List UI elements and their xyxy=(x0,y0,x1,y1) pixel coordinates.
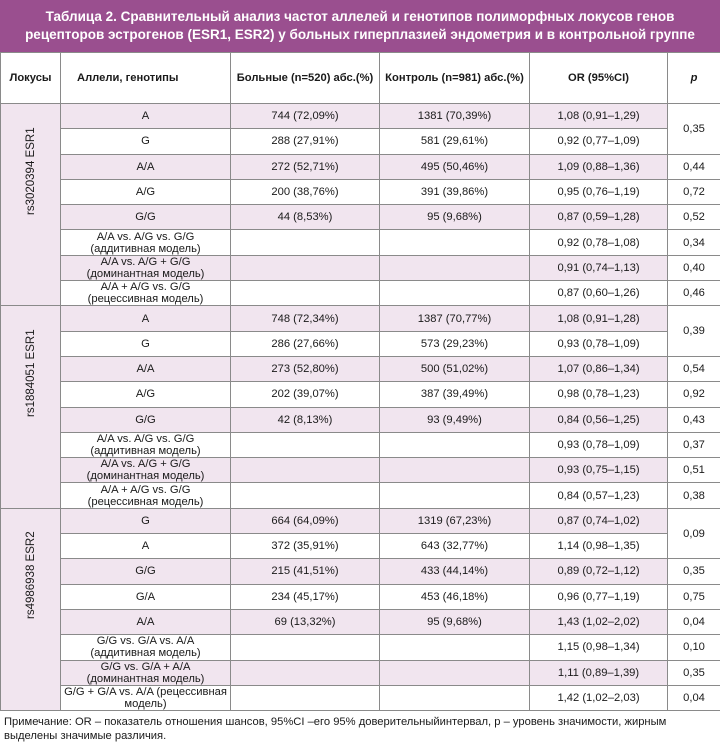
table-row xyxy=(1,255,720,280)
control-cell: 500 (51,02%) xyxy=(380,356,530,381)
or-cell: 0,87 (0,59–1,28) xyxy=(530,205,668,230)
table-row xyxy=(1,534,720,559)
or-cell: 0,93 (0,75–1,15) xyxy=(530,458,668,483)
patients-cell: 288 (27,91%) xyxy=(231,129,380,154)
allele-cell: A/A xyxy=(61,154,231,179)
allele-cell: A/A xyxy=(61,609,231,634)
patients-cell xyxy=(231,483,380,508)
table-row xyxy=(1,407,720,432)
control-cell: 643 (32,77%) xyxy=(380,534,530,559)
p-cell: 0,35 xyxy=(668,660,720,685)
header-locus: Локусы xyxy=(1,53,61,104)
or-cell: 1,11 (0,89–1,39) xyxy=(530,660,668,685)
allele-cell: A/A vs. A/G vs. G/G (аддитивная модель) xyxy=(61,432,231,457)
p-cell: 0,10 xyxy=(668,635,720,660)
allele-cell: A xyxy=(61,534,231,559)
locus-cell xyxy=(1,508,61,710)
or-cell: 0,91 (0,74–1,13) xyxy=(530,255,668,280)
or-cell: 0,84 (0,56–1,25) xyxy=(530,407,668,432)
table-row xyxy=(1,508,720,533)
table-note: Примечание: OR – показатель отношения шансов, 95%CI –его 95% доверительныйинтервал, p – уровень значимости, жирным выделены значимые различия. xyxy=(4,716,667,743)
or-cell: 0,92 (0,78–1,08) xyxy=(530,230,668,255)
or-cell: 0,92 (0,77–1,09) xyxy=(530,129,668,154)
locus-cell xyxy=(1,306,61,508)
p-cell: 0,44 xyxy=(668,154,720,179)
patients-cell xyxy=(231,230,380,255)
allele-cell: G xyxy=(61,508,231,533)
allele-cell: G/G vs. G/A + A/A (доминантная модель) xyxy=(61,660,231,685)
or-cell: 0,87 (0,60–1,26) xyxy=(530,281,668,306)
header-allele: Аллели, генотипы xyxy=(61,53,231,104)
p-cell: 0,54 xyxy=(668,356,720,381)
allele-cell: A/A vs. A/G + G/G (доминантная модель) xyxy=(61,255,231,280)
locus-label: rs4986938 ESR2 xyxy=(24,531,37,620)
allele-cell: G xyxy=(61,129,231,154)
or-cell: 1,14 (0,98–1,35) xyxy=(530,534,668,559)
control-cell xyxy=(380,685,530,710)
control-cell: 1381 (70,39%) xyxy=(380,104,530,129)
p-cell: 0,92 xyxy=(668,382,720,407)
table-row xyxy=(1,129,720,154)
locus-cell xyxy=(1,104,61,306)
p-cell: 0,39 xyxy=(668,306,720,357)
table-row xyxy=(1,230,720,255)
table-row xyxy=(1,306,720,331)
control-cell: 453 (46,18%) xyxy=(380,584,530,609)
or-cell: 0,89 (0,72–1,12) xyxy=(530,559,668,584)
or-cell: 1,08 (0,91–1,29) xyxy=(530,104,668,129)
patients-cell xyxy=(231,432,380,457)
allele-cell: A/A vs. A/G + G/G (доминантная модель) xyxy=(61,458,231,483)
control-cell: 1387 (70,77%) xyxy=(380,306,530,331)
or-cell: 0,96 (0,77–1,19) xyxy=(530,584,668,609)
patients-cell: 744 (72,09%) xyxy=(231,104,380,129)
data-table xyxy=(0,52,720,711)
p-cell: 0,75 xyxy=(668,584,720,609)
header-or: OR (95%CI) xyxy=(530,53,668,104)
header-p: p xyxy=(668,53,720,104)
patients-cell xyxy=(231,635,380,660)
control-cell: 1319 (67,23%) xyxy=(380,508,530,533)
p-cell: 0,52 xyxy=(668,205,720,230)
allele-cell: G xyxy=(61,331,231,356)
table-row xyxy=(1,483,720,508)
allele-cell: G/G xyxy=(61,559,231,584)
control-cell xyxy=(380,660,530,685)
allele-cell: A/A xyxy=(61,356,231,381)
table-row xyxy=(1,331,720,356)
control-cell xyxy=(380,458,530,483)
patients-cell: 748 (72,34%) xyxy=(231,306,380,331)
patients-cell: 42 (8,13%) xyxy=(231,407,380,432)
patients-cell: 44 (8,53%) xyxy=(231,205,380,230)
p-cell: 0,34 xyxy=(668,230,720,255)
table-row xyxy=(1,584,720,609)
table-row xyxy=(1,382,720,407)
table-row xyxy=(1,559,720,584)
p-cell: 0,46 xyxy=(668,281,720,306)
table-row xyxy=(1,104,720,129)
p-cell: 0,38 xyxy=(668,483,720,508)
allele-cell: A/G xyxy=(61,382,231,407)
header-row xyxy=(1,53,720,104)
table-row xyxy=(1,205,720,230)
table-row xyxy=(1,660,720,685)
control-cell: 391 (39,86%) xyxy=(380,179,530,204)
or-cell: 0,93 (0,78–1,09) xyxy=(530,432,668,457)
allele-cell: A xyxy=(61,306,231,331)
allele-cell: G/G vs. G/A vs. A/A (аддитивная модель) xyxy=(61,635,231,660)
table-row xyxy=(1,154,720,179)
patients-cell: 202 (39,07%) xyxy=(231,382,380,407)
control-cell: 95 (9,68%) xyxy=(380,205,530,230)
or-cell: 0,87 (0,74–1,02) xyxy=(530,508,668,533)
header-patients: Больные (n=520) абс.(%) xyxy=(231,53,380,104)
p-cell: 0,72 xyxy=(668,179,720,204)
patients-cell: 272 (52,71%) xyxy=(231,154,380,179)
table-body xyxy=(1,104,720,711)
table-row xyxy=(1,432,720,457)
control-cell: 581 (29,61%) xyxy=(380,129,530,154)
header-control: Контроль (n=981) абс.(%) xyxy=(380,53,530,104)
or-cell: 1,43 (1,02–2,02) xyxy=(530,609,668,634)
patients-cell: 234 (45,17%) xyxy=(231,584,380,609)
control-cell: 433 (44,14%) xyxy=(380,559,530,584)
or-cell: 0,93 (0,78–1,09) xyxy=(530,331,668,356)
allele-cell: A/G xyxy=(61,179,231,204)
patients-cell xyxy=(231,255,380,280)
control-cell: 387 (39,49%) xyxy=(380,382,530,407)
patients-cell xyxy=(231,458,380,483)
patients-cell: 664 (64,09%) xyxy=(231,508,380,533)
control-cell: 495 (50,46%) xyxy=(380,154,530,179)
table-row xyxy=(1,685,720,710)
p-cell: 0,35 xyxy=(668,559,720,584)
or-cell: 0,95 (0,76–1,19) xyxy=(530,179,668,204)
or-cell: 1,07 (0,86–1,34) xyxy=(530,356,668,381)
patients-cell: 273 (52,80%) xyxy=(231,356,380,381)
allele-cell: A xyxy=(61,104,231,129)
p-cell: 0,40 xyxy=(668,255,720,280)
patients-cell: 200 (38,76%) xyxy=(231,179,380,204)
patients-cell: 69 (13,32%) xyxy=(231,609,380,634)
or-cell: 1,15 (0,98–1,34) xyxy=(530,635,668,660)
table-row xyxy=(1,281,720,306)
patients-cell: 215 (41,51%) xyxy=(231,559,380,584)
p-cell: 0,51 xyxy=(668,458,720,483)
table-row xyxy=(1,635,720,660)
p-cell: 0,04 xyxy=(668,609,720,634)
allele-cell: G/A xyxy=(61,584,231,609)
table-row xyxy=(1,609,720,634)
allele-cell: A/A + A/G vs. G/G (рецессивная модель) xyxy=(61,281,231,306)
p-cell: 0,09 xyxy=(668,508,720,559)
control-cell xyxy=(380,281,530,306)
or-cell: 0,98 (0,78–1,23) xyxy=(530,382,668,407)
or-cell: 0,84 (0,57–1,23) xyxy=(530,483,668,508)
table-row xyxy=(1,179,720,204)
allele-cell: G/G xyxy=(61,205,231,230)
locus-label: rs3020394 ESR1 xyxy=(24,127,37,215)
control-cell: 95 (9,68%) xyxy=(380,609,530,634)
patients-cell: 372 (35,91%) xyxy=(231,534,380,559)
control-cell xyxy=(380,255,530,280)
table-row xyxy=(1,458,720,483)
patients-cell xyxy=(231,660,380,685)
patients-cell: 286 (27,66%) xyxy=(231,331,380,356)
control-cell xyxy=(380,230,530,255)
p-cell: 0,43 xyxy=(668,407,720,432)
or-cell: 1,42 (1,02–2,03) xyxy=(530,685,668,710)
control-cell: 93 (9,49%) xyxy=(380,407,530,432)
table-row xyxy=(1,356,720,381)
locus-label: rs1884051 ESR1 xyxy=(24,329,37,418)
p-cell: 0,35 xyxy=(668,104,720,155)
control-cell xyxy=(380,483,530,508)
or-cell: 1,08 (0,91–1,28) xyxy=(530,306,668,331)
control-cell: 573 (29,23%) xyxy=(380,331,530,356)
allele-cell: G/G xyxy=(61,407,231,432)
p-cell: 0,37 xyxy=(668,432,720,457)
allele-cell: G/G + G/A vs. A/A (рецессивная модель) xyxy=(61,685,231,710)
patients-cell xyxy=(231,685,380,710)
p-cell: 0,04 xyxy=(668,685,720,710)
patients-cell xyxy=(231,281,380,306)
control-cell xyxy=(380,635,530,660)
allele-cell: A/A + A/G vs. G/G (рецессивная модель) xyxy=(61,483,231,508)
allele-cell: A/A vs. A/G vs. G/G (аддитивная модель) xyxy=(61,230,231,255)
control-cell xyxy=(380,432,530,457)
or-cell: 1,09 (0,88–1,36) xyxy=(530,154,668,179)
table-title: Таблица 2. Сравнительный анализ частот аллелей и генотипов полиморфных локусов генов рецепторов эстрогенов (ESR1, ESR2) у больных гиперплазией эндометрия и в контрольной группе xyxy=(0,0,720,52)
